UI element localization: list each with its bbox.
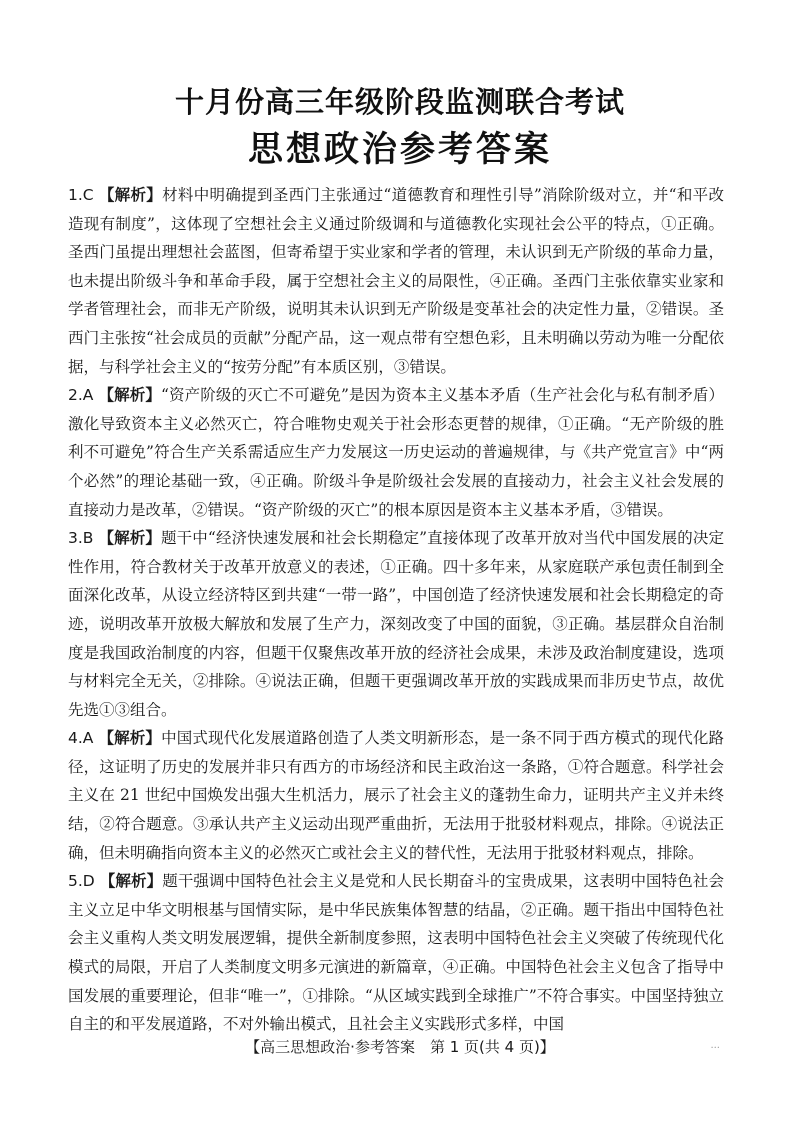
analysis-tag: 【解析】 — [98, 185, 163, 204]
question-number: 4. — [68, 729, 83, 748]
question-number: 3. — [68, 529, 83, 548]
corner-mark: ... — [710, 1040, 720, 1051]
answer-list — [68, 181, 724, 1039]
answer-item-4 — [68, 724, 724, 867]
answer-choice: C — [82, 186, 94, 204]
answer-item-1 — [68, 181, 724, 381]
answer-choice: B — [82, 529, 94, 548]
analysis-text: 题干中“经济快速发展和社会长期稳定”直接体现了改革开放对当代中国发展的决定性作用，符合教材关于改革开放意义的表述，①正确。四十多年来，从家庭联产承包责任制到全面深化改革，从设立经济特区到共建“一带一路”，中国创造了经济快速发展和社会长期稳定的奇迹，说明改革开放极大解放和发展了生产力，深刻改变了中国的面貌，③正确。基层群众自治制度是我国政治制度的内容，但题干仅聚焦改革开放的经济社会成果，未涉及政治制度建设，选项与材料完全无关，②排除。④说法正确，但题干更强调改革开放的实践成果而非历史节点，故优先选①③组合。 — [68, 529, 724, 719]
answer-key-title: 思想政治参考答案 — [247, 129, 552, 170]
analysis-text: “资产阶级的灭亡不可避免”是因为资本主义基本矛盾（生产社会化与私有制矛盾）激化导致资本主义必然灭亡，符合唯物史观关于社会形态更替的规律，①正确。“无产阶级的胜利不可避免”符合生产关系需适应生产力发展这一历史运动的普遍规律，与《共产党宣言》中“两个必然”的理论基础一致，④正确。阶级斗争是阶级社会发展的直接动力，社会主义社会发展的直接动力是改革，②错误。“资产阶级的灭亡”的根本原因是资本主义基本矛盾，③错误。 — [68, 386, 724, 519]
answer-item-5 — [68, 867, 724, 1039]
analysis-text: 中国式现代化发展道路创造了人类文明新形态，是一条不同于西方模式的现代化路径，这证明了历史的发展并非只有西方的市场经济和民主政治这一条路，①符合题意。科学社会主义在 21 世纪中国焕发出强大生机活力，展示了社会主义的蓬勃生命力，证明共产主义并未终结，②符合题意。③承认共产主义运动出现严重曲折，无法用于批驳材料观点，排除。④说法正确，但未明确指向资本主义的必然灭亡或社会主义的替代性，无法用于批驳材料观点，排除。 — [68, 729, 724, 862]
page-footer: 【高三思想政治·参考答案 第 1 页(共 4 页)】 — [245, 1038, 555, 1056]
answer-item-3 — [68, 524, 724, 724]
answer-choice: A — [82, 386, 94, 405]
analysis-tag: 【解析】 — [98, 385, 161, 405]
answer-choice: D — [82, 872, 95, 891]
analysis-tag: 【解析】 — [98, 528, 162, 548]
analysis-text: 题干强调中国特色社会主义是党和人民长期奋斗的宝贵成果，这表明中国特色社会主义立足中华文明根基与国情实际，是中华民族集体智慧的结晶，②正确。题干指出中国特色社会主义重构人类文明发展逻辑，提供全新制度参照，这表明中国特色社会主义突破了传统现代化模式的局限，开启了人类制度文明多元演进的新篇章，④正确。中国特色社会主义包含了指导中国发展的重要理论，但非“唯一”，①排除。“从区域实践到全球推广”不符合事实。中国坚持独立自主的和平发展道路，不对外输出模式，且社会主义实践形式多样，中国 — [68, 872, 724, 1034]
analysis-text: 材料中明确提到圣西门主张通过“道德教育和理性引导”消除阶级对立，并“和平改造现有制度”，这体现了空想社会主义通过阶级调和与道德教化实现社会公平的特点，①正确。圣西门虽提出理想社会蓝图，但寄希望于实业家和学者的管理，未认识到无产阶级的革命力量，也未提出阶级斗争和革命手段，属于空想社会主义的局限性，④正确。圣西门主张依靠实业家和学者管理社会，而非无产阶级，说明其未认识到无产阶级是变革社会的决定性力量，②错误。圣西门主张按“社会成员的贡献”分配产品，这一观点带有空想色彩，且未明确以劳动为唯一分配依据，与科学社会主义的“按劳分配”有本质区别，③错误。 — [68, 186, 724, 376]
question-number: 1. — [68, 186, 83, 204]
question-number: 2. — [68, 386, 83, 405]
analysis-tag: 【解析】 — [98, 728, 162, 748]
answer-item-2 — [68, 381, 724, 524]
question-number: 5. — [68, 872, 83, 891]
analysis-tag: 【解析】 — [99, 871, 163, 891]
answer-choice: A — [82, 729, 94, 748]
exam-title: 十月份高三年级阶段监测联合考试 — [174, 85, 625, 119]
